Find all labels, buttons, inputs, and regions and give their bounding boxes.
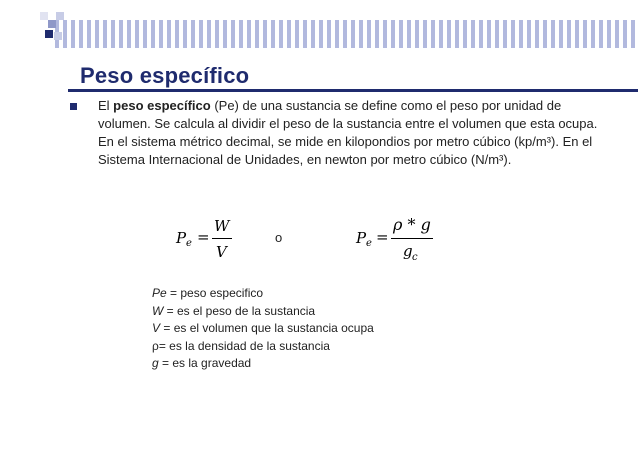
definition-text: = es el peso de la sustancia xyxy=(163,303,316,318)
formula-equals: = xyxy=(197,228,210,246)
definition-symbol: ρ xyxy=(152,338,159,353)
formula-lhs: P xyxy=(356,229,367,247)
definition-symbol: g xyxy=(152,356,159,370)
formula-denominator-subscript: c xyxy=(412,252,418,263)
formula-numerator: W xyxy=(214,217,230,235)
formula-lhs-subscript: e xyxy=(366,238,372,249)
title-underline xyxy=(68,89,638,92)
definition-row xyxy=(152,285,374,303)
square-bullet-icon xyxy=(70,103,77,110)
definition-symbol: Pe xyxy=(152,286,167,300)
definition-paragraph xyxy=(98,97,598,169)
ornament-square xyxy=(45,30,53,38)
formula-numerator: ρ * g xyxy=(393,215,431,234)
formula-lhs: P xyxy=(176,229,187,247)
variable-definitions xyxy=(152,285,374,373)
definition-symbol: W xyxy=(152,303,164,318)
definition-row xyxy=(152,338,374,356)
fraction-bar xyxy=(212,238,232,239)
ornament-square xyxy=(54,32,62,40)
page-title: Peso específico xyxy=(80,63,250,88)
definition-text: = es la densidad de la sustancia xyxy=(158,338,330,353)
connector-text: o xyxy=(275,230,283,245)
formula-lhs-subscript: e xyxy=(186,238,192,249)
definition-text: = peso especifico xyxy=(166,286,264,300)
ornament-square xyxy=(56,12,64,20)
definition-row xyxy=(152,320,374,338)
formula-equals: = xyxy=(376,228,389,246)
square-ornament xyxy=(40,12,638,52)
ornament-square xyxy=(40,12,48,20)
formula-denominator: V xyxy=(216,243,227,261)
fraction-bar xyxy=(391,238,433,239)
paragraph-intro: El xyxy=(98,98,114,113)
definition-row xyxy=(152,355,374,373)
definition-symbol: V xyxy=(152,321,161,335)
definition-row xyxy=(152,303,374,321)
definition-text: = es el volumen que la sustancia ocupa xyxy=(160,321,374,335)
paragraph-body: (Pe) de una sustancia se define como el peso por unidad de volumen. Se calcula al dividir el peso de la sustancia entre el volumen que esta ocupa. En el sistema métrico decimal, se mide en kilopondios por metro cúbico (kp/m³). En el Sistema Internacional de Unidades, en newton por metro cúbico (N/m³). xyxy=(98,98,598,167)
formula-denominator: g xyxy=(403,242,413,260)
ornament-square xyxy=(48,20,56,28)
definition-text: = es la gravedad xyxy=(158,356,252,370)
paragraph-term: peso específico xyxy=(113,98,211,113)
